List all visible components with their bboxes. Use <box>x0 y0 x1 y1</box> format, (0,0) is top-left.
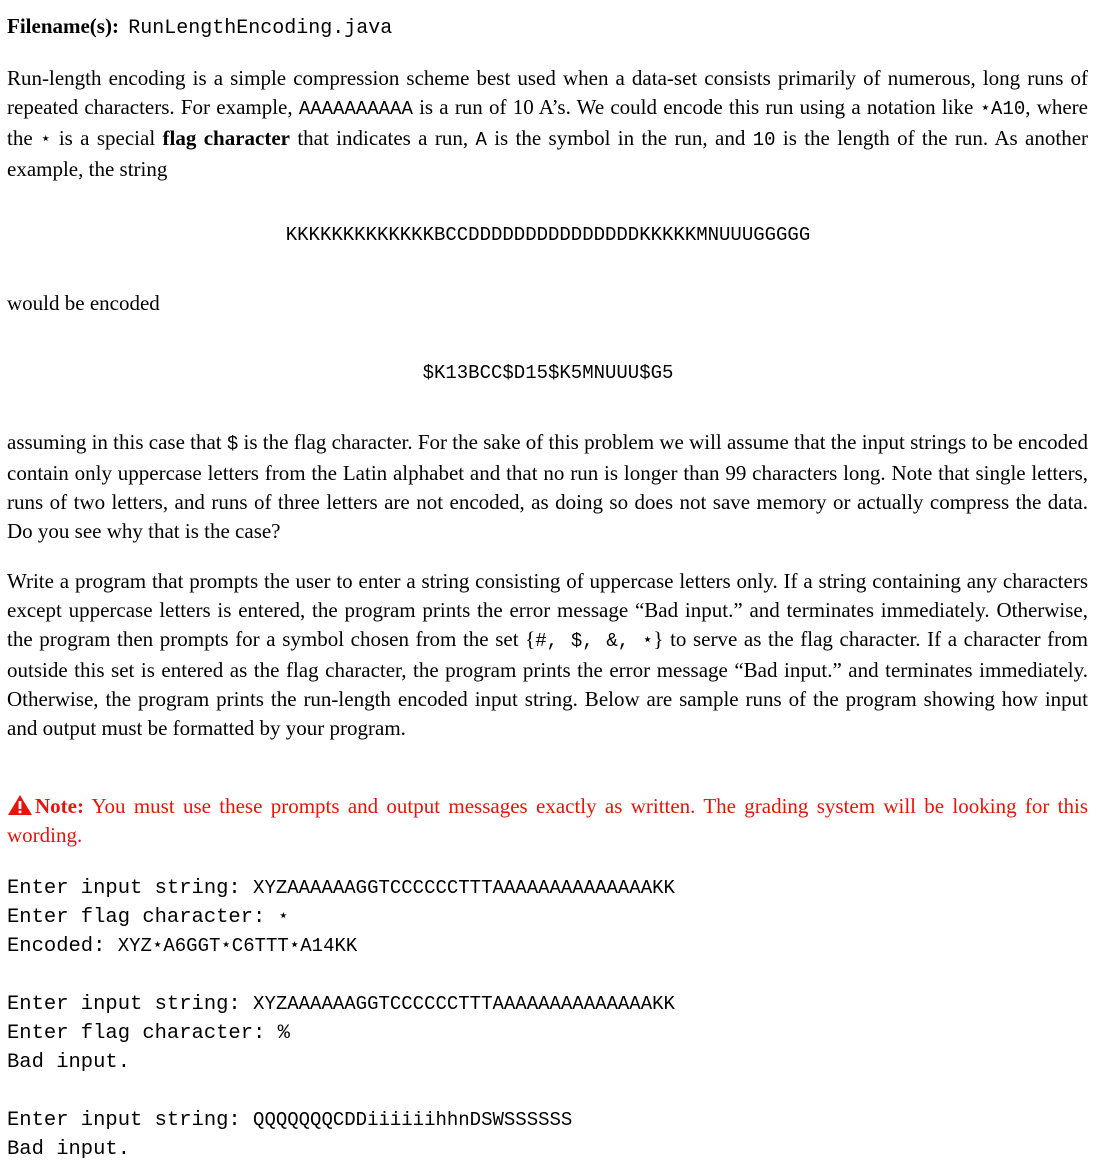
would-be-encoded-text: would be encoded <box>7 291 160 315</box>
note-callout <box>7 792 1088 850</box>
instructions-text-1: Write a program that prompts the user to enter a string consisting of uppercase letters only. If a string containing any characters except uppercase letters is entered, the program prints the error message “Bad input.” and terminates immediately. Otherwise, the program then prompts for a symbol chosen from the set <box>7 569 1088 651</box>
note-label: Note: <box>35 794 84 818</box>
notation-example: ⋆A10 <box>979 98 1026 120</box>
input-value: QQQQQQQCDDiiiiiihhnDSWSSSSSS <box>253 1109 573 1131</box>
flag-prompt: Enter flag character: <box>7 906 278 929</box>
sample-line <box>7 1106 1089 1135</box>
flag-value: ⋆ <box>277 906 290 928</box>
sample-run-1 <box>7 874 1089 961</box>
dollar-symbol: $ <box>226 433 239 455</box>
assumptions-paragraph <box>7 428 1088 546</box>
sample-line <box>7 990 1089 1019</box>
length-10: 10 <box>752 129 776 151</box>
intro-text-6: is the symbol in the run, and <box>486 126 753 150</box>
set-brace-close: } <box>653 627 664 651</box>
sample-line <box>7 1019 1089 1048</box>
encoded-value: XYZ⋆A6GGT⋆C6TTT⋆A14KK <box>117 935 358 957</box>
example-encoded-string: $K13BCC$D15$K5MNUUU$G5 <box>422 362 674 384</box>
assumptions-text-2: is the flag character. For the sake of this problem we will assume that the input strings to be encoded contain only uppercase letters from the Latin alphabet and that no run is longer than 99 characters long. Note that single letters, runs of two letters, and runs of three letters are not encoded, as doing so does not save memory or actually compress the data. Do you see why that is the case? <box>7 430 1088 543</box>
sample-line <box>7 1048 1089 1077</box>
sample-line <box>7 932 1089 961</box>
run-example: AAAAAAAAAA <box>298 98 413 120</box>
sample-run-3 <box>7 1106 1089 1164</box>
assumptions-text-1: assuming in this case that <box>7 430 227 454</box>
sample-line <box>7 874 1089 903</box>
input-prompt: Enter input string: <box>7 1109 254 1132</box>
sample-line <box>7 903 1089 932</box>
input-prompt: Enter input string: <box>7 993 254 1016</box>
input-value: XYZAAAAAAGGTCCCCCCTTTAAAAAAAAAAAAAAKK <box>253 993 675 1015</box>
filename-value: RunLengthEncoding.java <box>128 17 393 40</box>
example-input-string: KKKKKKKKKKKKKBCCDDDDDDDDDDDDDDDKKKKKMNUUUGGGGG <box>285 224 811 246</box>
intro-text-7: is the length of the run. As another example, the string <box>7 126 1089 181</box>
warning-icon <box>7 794 33 816</box>
filename-line <box>7 12 392 43</box>
sample-run-2 <box>7 990 1089 1077</box>
instructions-text-2: to serve as the flag character. If a character from outside this set is entered as the flag character, the program prints the error message “Bad input.” and terminates immediately. Otherwise, the program prints the run-length encoded input string. Below are sample runs of the program showing how input and output must be formatted by your program. <box>7 627 1088 740</box>
flag-character-term: flag character <box>162 126 290 150</box>
set-brace-open: { <box>525 627 536 651</box>
symbol-a: A <box>475 129 487 151</box>
sample-line <box>7 1135 1089 1164</box>
intro-text-3: , where the <box>7 95 1088 150</box>
error-message: Bad input. <box>7 1051 131 1074</box>
input-prompt: Enter input string: <box>7 877 254 900</box>
intro-text-4: is a special <box>51 126 163 150</box>
flag-set-items: #, $, &, ⋆ <box>535 630 654 652</box>
note-text: You must use these prompts and output messages exactly as written. The grading system will be looking for this wording. <box>7 794 1088 847</box>
encoded-label: Encoded: <box>7 935 118 958</box>
flag-value: % <box>277 1022 290 1045</box>
star-symbol: ⋆ <box>40 129 52 151</box>
filename-label: Filename(s): <box>7 14 119 38</box>
intro-paragraph <box>7 64 1088 184</box>
input-value: XYZAAAAAAGGTCCCCCCTTTAAAAAAAAAAAAAAKK <box>253 877 675 899</box>
flag-prompt: Enter flag character: <box>7 1022 278 1045</box>
instructions-paragraph <box>7 567 1088 743</box>
intro-text-5: that indicates a run, <box>289 126 476 150</box>
intro-text-2: is a run of 10 A’s. We could encode this run using a notation like <box>412 95 980 119</box>
intro-text-1: Run-length encoding is a simple compression scheme best used when a data-set consists primarily of numerous, long runs of repeated characters. For example, <box>7 66 1088 119</box>
error-message: Bad input. <box>7 1138 131 1161</box>
